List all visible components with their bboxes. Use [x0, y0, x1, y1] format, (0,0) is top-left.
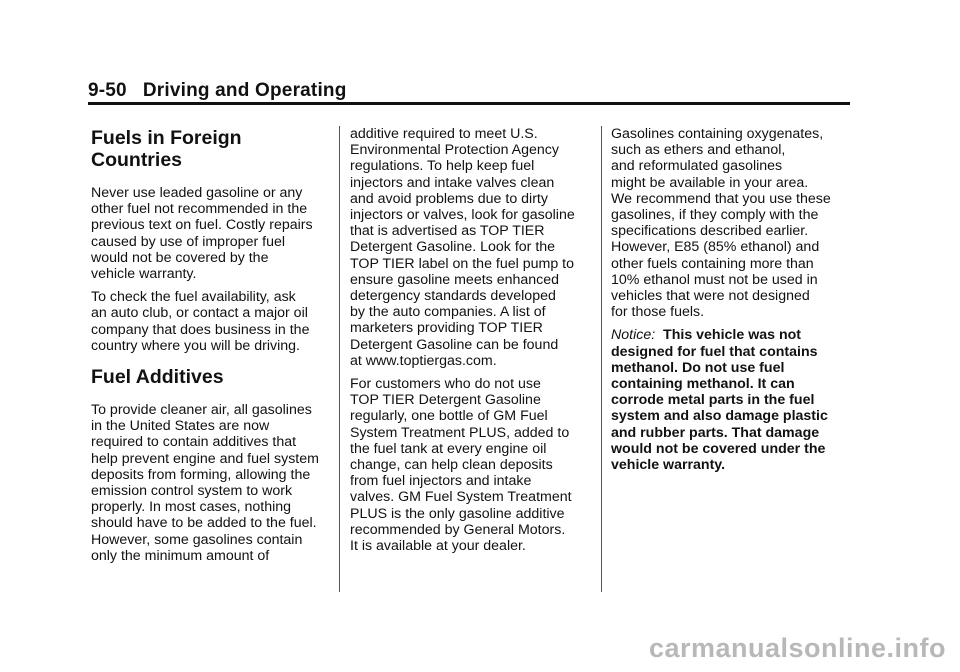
- header-rule: [88, 102, 850, 105]
- notice-block: Notice: This vehicle was not designed for fuel that contains methanol. Do not use fuel containing methanol. It can corrode metal parts in the fuel system and also damage plastic and rubber parts. That damage would not be covered under the vehicle warranty.: [611, 327, 828, 474]
- notice-label: Notice:: [611, 327, 656, 344]
- page-header: [88, 80, 347, 102]
- paragraph-cleaner-air: To provide cleaner air, all gasolines in the United States are now required to contain additives that help prevent engine and fuel system deposits from forming, allowing the emission control system to work properly. In most cases, nothing should have to be added to the fuel. However, some gasolines contain only the minimum amount of: [91, 402, 319, 564]
- paragraph-top-tier: additive required to meet U.S. Environmental Protection Agency regulations. To help keep fuel injectors and intake valves clean and avoid problems due to dirty injectors or valves, look for gasoline that is advertised as TOP TIER Detergent Gasoline. Look for the TOP TIER label on the fuel pump to ensure gasoline meets enhanced detergency standards developed by the auto companies. A list of marketers providing TOP TIER Detergent Gasoline can be found at www.toptiergas.com.: [350, 126, 575, 369]
- paragraph-leaded-gasoline: Never use leaded gasoline or any other fuel not recommended in the previous text on fuel. Costly repairs caused by use of improper fuel would not be covered by the vehicle warranty.: [91, 185, 313, 283]
- heading-fuels-in-foreign-countries: Fuels in Foreign Countries: [91, 127, 242, 171]
- column-3: [611, 126, 855, 480]
- column-1: [91, 127, 331, 571]
- page-number: 9-50: [88, 80, 127, 101]
- column-divider: [601, 126, 602, 592]
- column-divider: [339, 126, 340, 592]
- section-title: Driving and Operating: [142, 80, 347, 101]
- paragraph-oxygenates: Gasolines containing oxygenates, such as ethers and ethanol, and reformulated gasolines might be available in your area. We recommend that you use these gasolines, if they comply with the specifications described earlier. However, E85 (85% ethanol) and other fuels containing more than 10% ethanol must not be used in vehicles that were not designed for those fuels.: [611, 126, 831, 321]
- watermark: carmanualsonline.info: [648, 633, 946, 663]
- paragraph-gm-fuel-treatment: For customers who do not use TOP TIER Detergent Gasoline regularly, one bottle of GM Fuel System Treatment PLUS, added to the fuel tank at every engine oil change, can help clean deposits from fuel injectors and intake valves. GM Fuel System Treatment PLUS is the only gasoline additive recommended by General Motors. It is available at your dealer.: [350, 376, 572, 555]
- column-2: [350, 126, 594, 561]
- paragraph-fuel-availability: To check the fuel availability, ask an auto club, or contact a major oil company that does business in the country where you will be driving.: [91, 289, 310, 354]
- heading-fuel-additives: Fuel Additives: [91, 366, 224, 389]
